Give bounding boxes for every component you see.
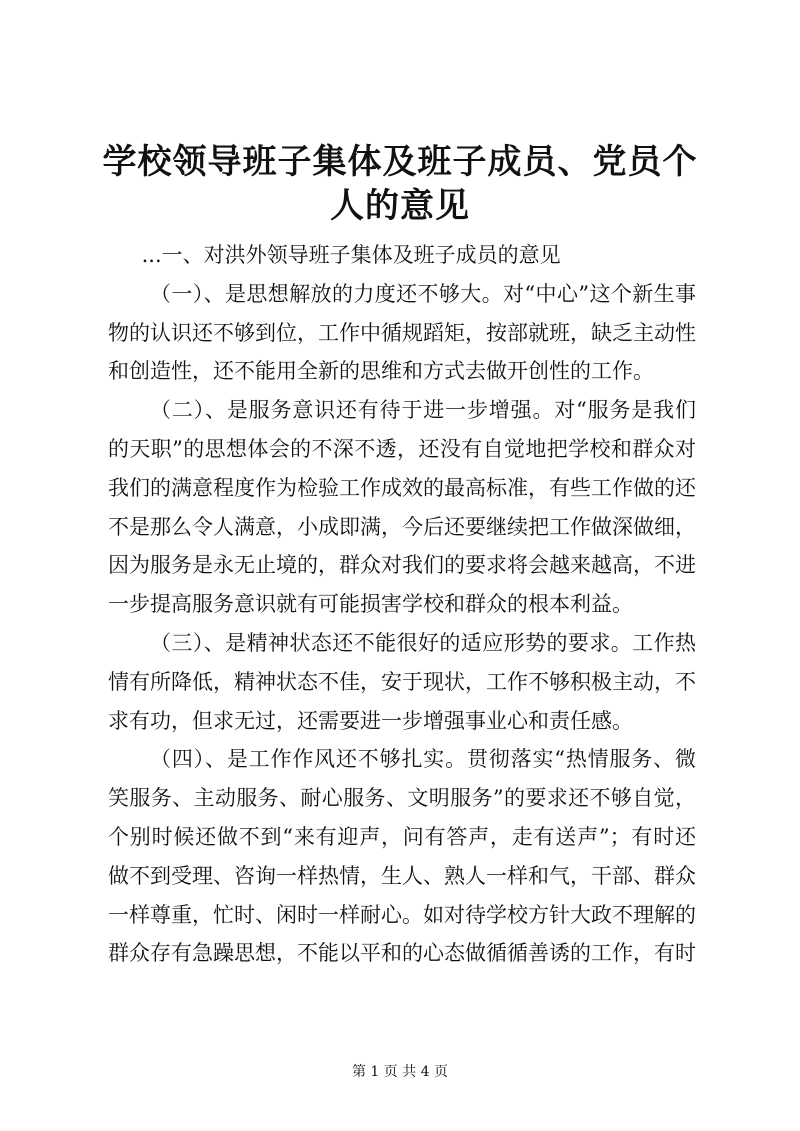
paragraph-2: （二）、是服务意识还有待于进一步增强。对“服务是我们的天职”的思想体会的不深不透，还没有自觉地把学校和群众对我们的满意程度作为检验工作成效的最高标准，有些工作做的还不是那么令人满意，小成即满，今后还要继续把工作做深做细，因为服务是永无止境的，群众对我们的要求将会越来越高，不进一步提高服务意识就有可能损害学校和群众的根本利益。 [108, 398, 696, 617]
document-body [108, 236, 696, 973]
paragraph-1: （一）、是思想解放的力度还不够大。对“中心”这个新生事物的认识还不够到位，工作中循规蹈矩，按部就班，缺乏主动性和创造性，还不能用全新的思维和方式去做开创性的工作。 [108, 281, 696, 384]
page-number-footer: 第 1 页 共 4 页 [351, 1064, 449, 1080]
section-heading: ...一、对洪外领导班子集体及班子成员的意见 [141, 243, 561, 267]
paragraph-4: （四）、是工作作风还不够扎实。贯彻落实“热情服务、微笑服务、主动服务、耐心服务、文明服务”的要求还不够自觉，个别时候还做不到“来有迎声，问有答声，走有送声”；有时还做不到受理、咨询一样热情，生人、熟人一样和气，干部、群众一样尊重，忙时、闲时一样耐心。如对待学校方针大政不理解的群众存有急躁思想，不能以平和的心态做循循善诱的工作，有时 [108, 747, 696, 966]
document-title: 学校领导班子集体及班子成员、党员个人的意见 [102, 142, 698, 226]
paragraph-3: （三）、是精神状态还不能很好的适应形势的要求。工作热情有所降低，精神状态不佳，安于现状，工作不够积极主动，不求有功，但求无过，还需要进一步增强事业心和责任感。 [108, 630, 696, 733]
